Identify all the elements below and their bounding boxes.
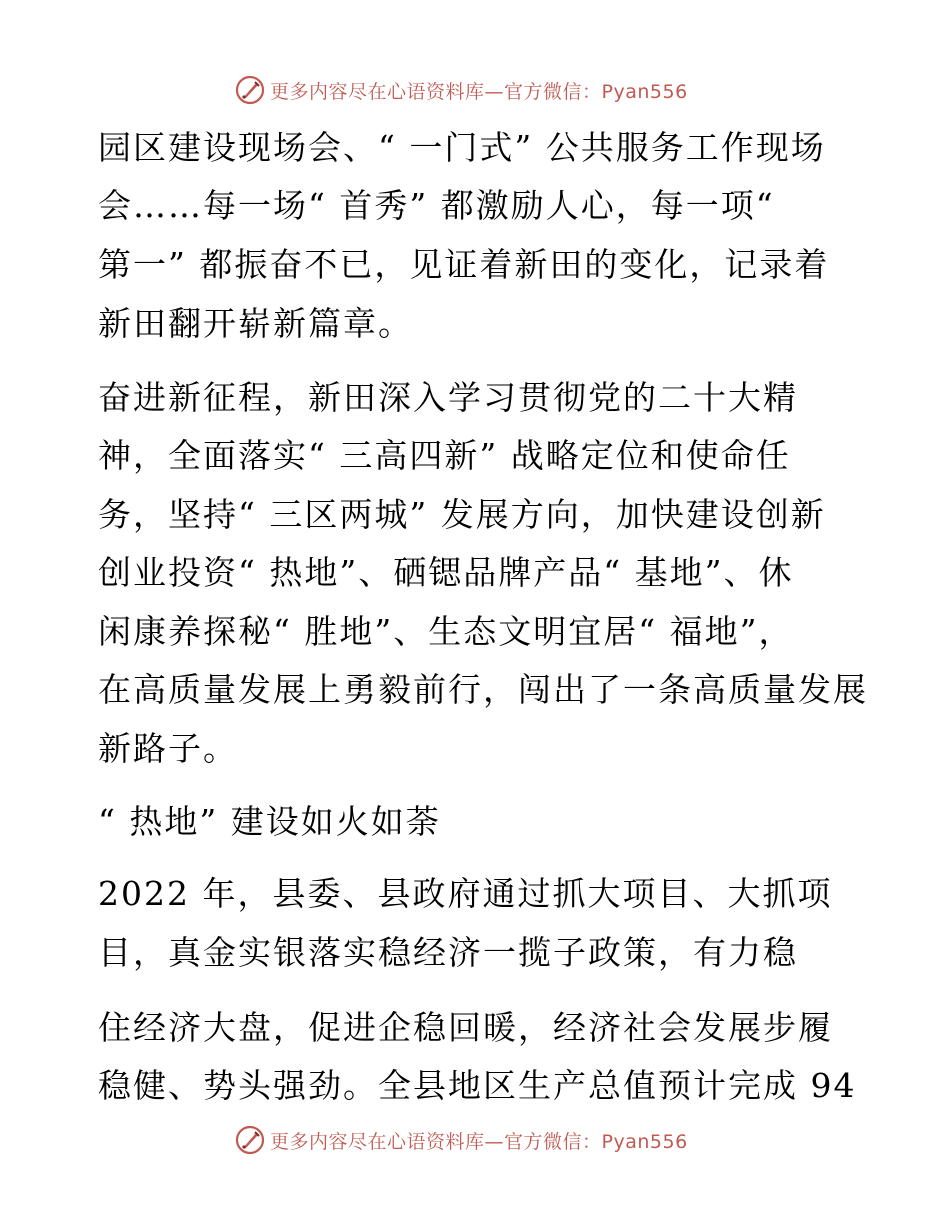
footer-banner-text: 更多内容尽在心语资料库—官方微信：Pyan556 (270, 1130, 688, 1153)
text-line: 目，真金实银落实稳经济一揽子政策，有力稳 (98, 933, 798, 972)
text-line: 新路子。 (98, 729, 238, 768)
quill-logo-icon (234, 74, 266, 106)
text-line: 2022 年，县委、县政府通过抓大项目、大抓项 (98, 874, 833, 913)
header-banner-text: 更多内容尽在心语资料库—官方微信：Pyan556 (270, 80, 688, 103)
text-line: 住经济大盘，促进企稳回暖，经济社会发展步履 (98, 1008, 833, 1047)
text-line: 园区建设现场会、“ 一门式” 公共服务工作现场 (98, 128, 826, 167)
text-line: 新田翻开崭新篇章。 (98, 304, 413, 343)
text-line: 在高质量发展上勇毅前行，闯出了一条高质量发展 (98, 670, 868, 709)
footer-banner (0, 1122, 950, 1158)
text-line: 神，全面落实“ 三高四新” 战略定位和使命任 (98, 436, 791, 475)
text-line: 会……每一场“ 首秀” 都激励人心，每一项“ (98, 186, 775, 225)
quill-logo-icon (234, 1124, 266, 1156)
footer-banner-content (234, 1122, 688, 1158)
header-banner (0, 72, 950, 108)
text-line: 务，坚持“ 三区两城” 发展方向，加快建设创新 (98, 495, 826, 534)
text-line: 第一” 都振奋不已，见证着新田的变化，记录着 (98, 245, 830, 284)
text-line: 奋进新征程，新田深入学习贯彻党的二十大精 (98, 378, 798, 417)
text-line: 稳健、势头强劲。全县地区生产总值预计完成 94 (98, 1066, 857, 1105)
text-line: 创业投资“ 热地”、硒锶品牌产品“ 基地”、休 (98, 553, 794, 592)
text-line: 闲康养探秘“ 胜地”、生态文明宜居“ 福地”， (98, 612, 794, 651)
section-heading: “ 热地” 建设如火如荼 (98, 802, 441, 841)
header-banner-content (234, 72, 688, 108)
